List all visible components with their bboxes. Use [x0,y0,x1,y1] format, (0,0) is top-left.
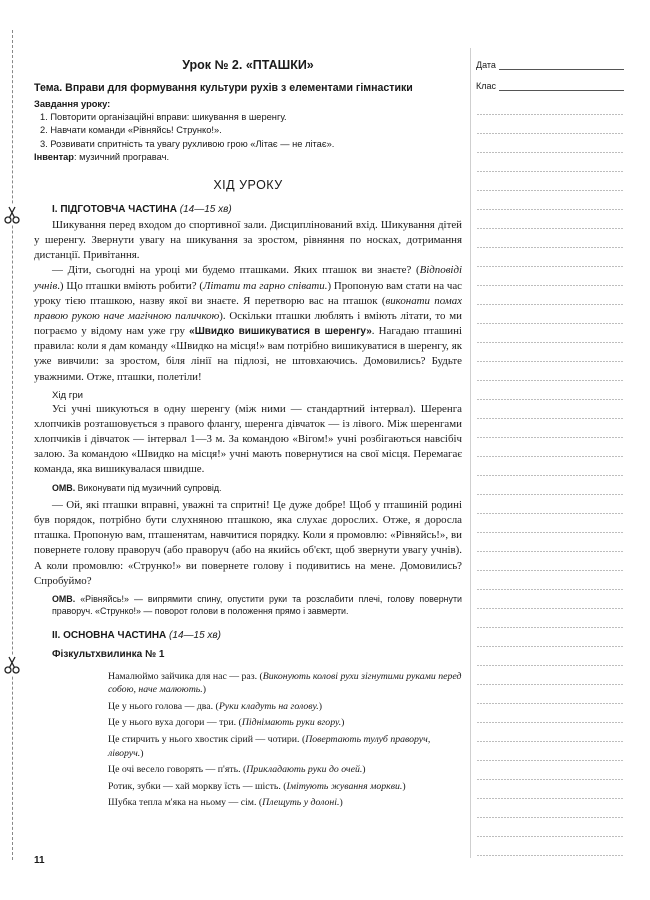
inventory-label: Інвентар [34,151,74,162]
omv-note: ОМВ. «Рівняйсь!» — випрямити спину, опустити руки та розслабити плечі, голову повернути праворуч. «Струнко!» — поворот голови в положення прямо і завмерти. [52,593,462,617]
scissors-icon [2,205,22,225]
task-item: 2. Навчати команди «Рівняйсь! Струнко!». [40,125,222,136]
lesson-progress-heading: ХІД УРОКУ [213,178,283,193]
poem-line: Намалюймо зайчика для нас — раз. (Виконують колові рухи зігнутими руками перед собою, наче малюють.) [108,670,462,696]
preparatory-text [34,218,462,385]
poem-line: Це стирчить у нього хвостик сірий — чотири. (Повертають тулуб праворуч, ліворуч.) [108,734,431,759]
tasks-label: Завдання уроку: [34,99,111,109]
topic-label: Тема. [34,82,63,94]
class-field[interactable] [476,79,624,91]
poem-line: Це у нього голова — два. (Руки кладуть на голову.) [108,700,322,712]
section-heading-preparatory [52,204,462,215]
paragraph: — Діти, сьогодні на уроці ми будемо пташками. Яких пташок ви знаєте? (Відповіді учнів.) Що пташки вміють робити? (Літати та гарно співати.) Пропоную вам стати на час уроку тією пташкою, назву якої ви знаєте. Я перетворю вас на пташок (виконати помах правою рукою наче магічною паличкою). Оскільки пташки люблять і вміють літати, то ми пограємо у відому нам уже гру «Швидко вишикуватися в шеренгу». Нагадаю пташині правила: коли я дам команду «Швидко на місця!» вам потрібно вишикуватися в шеренгу, як уже вивчили: за зростом, біля лінії на підлозі, не штовхаючись. Домовились? Будьте уважними. Отже, пташки, полетіли! [34,264,462,383]
lesson-content [34,58,462,813]
task-item: 3. Розвивати спритність та увагу рухливою грою «Літає — не літає». [40,138,335,149]
notes-lines[interactable] [476,96,624,856]
margin-divider [470,48,471,858]
paragraph: Шикування перед входом до спортивної зали. Дисциплінований вхід. Шикування дітей у шеренгу. Звернути увагу на шикування за зростом, рівняння по носках, дотримання дистанції. Привітання. [34,219,462,262]
topic-text: Вправи для формування культури рухів з елементами гімнастики [62,82,413,94]
omv-note: ОМВ. Виконувати під музичний супровід. [52,482,222,493]
lesson-tasks-block [34,98,462,164]
section-time: (14—15 хв) [176,204,232,216]
lesson-title: Урок № 2. «ПТАШКИ» [182,58,314,72]
poem-line: Це очі весело говорять — п'ять. (Прикладають руки до очей.) [108,764,366,776]
paragraph: — Ой, які пташки вправні, уважні та спритні! Це дуже добре! Щоб у пташиній родині був порядок, потрібно бути слухняною пташкою, яка слухає дорослих. Отже, я доросла пташка. Пропоную вам, пташенятам, навчитися порядку. Коли я промовлю: «Рівняйсь!», ви повернете голову праворуч (або праворуч (або на якийсь об'єкт, щоб звернути увагу учнів). А коли промовлю: «Струнко!» ви повернете голову і подивитись на мене. Домовились? Спробуймо? [34,498,462,587]
inventory [34,151,462,164]
game-text [34,402,462,478]
poem-line: Шубка тепла м'яка на ньому — сім. (Плещуть у долоні.) [108,797,343,809]
game-label: Хід гри [52,389,83,401]
task-item: 1. Повторити організаційні вправи: шикування в шеренгу. [40,112,287,123]
commands-text [34,498,462,589]
lesson-topic [34,82,462,94]
poem-line: Це у нього вуха догори — три. (Піднімають руки вгору.) [108,717,345,729]
cut-line [12,30,13,860]
section-title: І. ПІДГОТОВЧА ЧАСТИНА [52,204,177,216]
section-time: (14—15 хв) [166,629,221,641]
fizkult-title: Фізкультхвилинка № 1 [52,648,165,660]
section-heading-main [52,630,462,641]
section-title: ІІ. ОСНОВНА ЧАСТИНА [52,629,167,641]
paragraph: Усі учні шикуються в одну шеренгу (між ними — стандартний інтервал). Шеренга хлопчиків розташовується з правого флангу, шеренга дівчаток — із лівого. Між шеренгами хлопчиків і дівчаток — інтервал 1—3 м. За командою «Вігом!» учні розбігаються навсібіч залою. За командою «Швидко на місця!» учні мають повернутися на свої місця. Перемагає команда, яка вишикувалася швидше. [34,402,462,476]
class-label: Клас [476,81,496,91]
date-field[interactable] [476,58,624,70]
poem-line: Ротик, зубки — хай моркву їсть — шість. (Імітують жування моркви.) [108,780,406,792]
tasks-list [34,111,462,151]
poem [108,670,462,810]
date-label: Дата [476,60,496,70]
notes-column [476,58,624,100]
scissors-icon [2,655,22,675]
inventory-text: : музичний програвач. [73,151,170,162]
page-number: 11 [34,855,45,866]
